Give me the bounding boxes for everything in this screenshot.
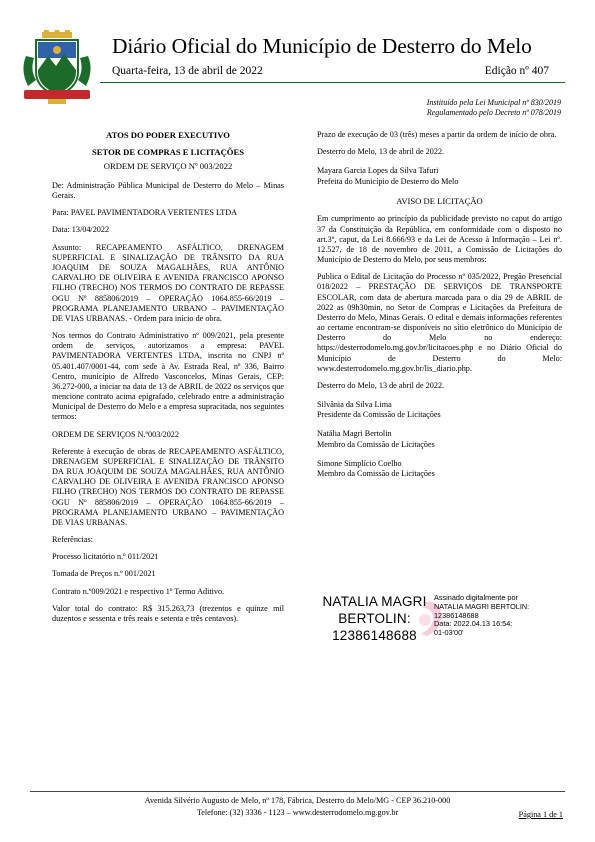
contract-reference: Contrato n.º009/2021 e respectivo 1º Termo Aditivo. bbox=[52, 586, 225, 596]
commission-member-signature bbox=[317, 459, 562, 479]
commission-member-signature bbox=[317, 429, 562, 449]
process-reference: Processo licitatório n.º 011/2021 bbox=[52, 552, 159, 562]
commission-president-signature bbox=[317, 400, 562, 420]
newspaper-title: Diário Oficial do Município de Desterro do Melo bbox=[112, 34, 532, 58]
bid-notice-intro: Em cumprimento ao princípio da publicidade previsto no caput do artigo 37 da Constituição da República, em conformidade com o disposto no art.3º, caput, da Lei 8.666/93 e da Lei de Acesso à Informação – Lei nº. 12.527, de 18 de novembro de 2011, a Comissão de Licitações do Município de Desterro do Melo, por seus membros: bbox=[317, 214, 562, 265]
mayor-name: Mayara Garcia Lopes da Silva Tafuri bbox=[317, 166, 439, 176]
execution-deadline: Prazo de execução de 03 (três) meses a partir da ordem de início de obra. bbox=[317, 130, 557, 139]
place-date-order: Desterro do Melo, 13 de abril de 2022. bbox=[317, 147, 445, 157]
footer-divider bbox=[30, 791, 565, 792]
signatory-role: Membro da Comissão de Licitações bbox=[317, 439, 435, 449]
footer-contact: Telefone: (32) 3336 - 1123 – www.desterrodomelo.mg.gov.br bbox=[196, 808, 399, 817]
reference-paragraph: Referente à execução de obras de RECAPEAMENTO ASFÁLTICO, DRENAGEM SUPERFICIAL E SINALIZAÇÃO DE TRÂNSITO DA RUA JOAQUIM DE SOUZA MAGALHÃES, RUA ANTÔNIO CARVALHO DE OLIVEIRA E AVENIDA FRANCISCO APONSO FILHO (TRECHO) NOS TERMOS DO CONTRATO DE REPASSE OGU Nº 885806/2019 – OPERAÇÃO 1064.855-66/2019 – PROGRAMA PLANEJAMENTO URBANO – PAVIMENTAÇÃO DE VIAS URBANAS. bbox=[52, 446, 284, 527]
bid-notice-body: Publica o Edital de Licitação do Processo nº 035/2022, Pregão Presencial 018/2022 – PRESTAÇÃO DE SERVIÇOS DE TRANSPORTE ESCOLAR, com data de abertura marcada para o dia 29 de ABRIL de 2022 as 09h30min, no Setor de Compras e Licitações da Prefeitura de Desterro do Melo, Minas Gerais. O edital e demais informações referentes ao certame encontram-se disponíveis no sítio eletrônico do Município de Desterro do Melo no endereço: https://desterrodomelo.mg.gov.br/licitacoes.php e no Diário Oficial do Município de Desterro do Melo: www.desterrodomelo.mg.gov.br/lis_diario.php. bbox=[317, 272, 562, 373]
order-date: Data: 13/04/2022 bbox=[52, 225, 110, 235]
signatory-name: Natália Magri Bertolin bbox=[317, 429, 392, 439]
order-subject: Assunto: RECAPEAMENTO ASFÁLTICO, DRENAGEM SUPERFICIAL E SINALIZAÇÃO DE TRÂNSITO DA RUA JOAQUIM DE SOUZA MAGALHÃES, RUA ANTÔNIO CARVALHO DE OLIVEIRA E AVENIDA FRANCISCO APONSO FILHO (TRECHO) NOS TERMOS DO CONTRATO DE REPASSE OGU Nº 885806/2019 – OPERAÇÃO 1064.855-66/2019 – PROGRAMA PLANEJAMENTO URBANO – PAVIMENTAÇÃO DE VIAS URBANAS. - Ordem para início de obra. bbox=[52, 242, 284, 323]
service-order-subtitle: ORDEM DE SERVIÇOS N.º003/2022 bbox=[52, 429, 179, 439]
subsection-title: SETOR DE COMPRAS E LICITAÇÕES bbox=[91, 146, 244, 157]
service-order-title: ORDEM DE SERVIÇO Nº 003/2022 bbox=[103, 161, 233, 172]
contract-paragraph: Nos termos do Contrato Administrativo nº 009/2021, pela presente ordem de serviços, autorizamos a empresa: PAVEL PAVIMENTADORA VERTENTES LTDA, inscrita no CNPJ nº 05.401.407/0001-44, com sede à Av. Estrada Real, nº 336, Bairro Centro, município de Alfredo Vasconcelos, Minas Gerais, CEP: 36.272-000, a iniciar na data de 13 de ABRIL de 2022 os serviços que mencione contrato acima epigrafado, celebrado entre a administração Municipal de Desterro do Melo e a empresa supracitada, nos seguintes termos: bbox=[52, 331, 284, 422]
municipal-coat-of-arms-icon bbox=[18, 30, 96, 106]
signatory-role: Presidente da Comissão de Licitações bbox=[317, 410, 441, 420]
law-line-regulation: Regulamentado pelo Decreto nº 078/2019 bbox=[426, 108, 561, 117]
left-column bbox=[52, 130, 284, 631]
footer-address: Avenida Silvério Augusto de Melo, nº 178, Fábrica, Desterro do Melo/MG - CEP 36.210-000 bbox=[144, 796, 451, 805]
right-column bbox=[317, 130, 562, 488]
signatory-role: Membro da Comissão de Licitações bbox=[317, 468, 435, 478]
header-divider bbox=[100, 82, 565, 83]
references-label: Referências: bbox=[52, 535, 93, 545]
law-line-institution: Instituído pela Lei Municipal nº 830/2019 bbox=[426, 98, 561, 107]
edition-number: Edição nº 407 bbox=[484, 65, 549, 77]
mayor-role: Prefeita do Município de Desterro do Melo bbox=[317, 176, 459, 186]
signer-name-large: NATALIA MAGRI BERTOLIN: 12386148688 bbox=[322, 594, 427, 643]
section-title: ATOS DO PODER EXECUTIVO bbox=[106, 130, 230, 140]
page-number: Página 1 de 1 bbox=[518, 810, 563, 819]
order-to: Para: PAVEL PAVIMENTADORA VERTENTES LTDA bbox=[52, 208, 238, 218]
edition-date: Quarta-feira, 13 de abril de 2022 bbox=[112, 65, 263, 77]
signatory-name: Silvânia da Silva Lima bbox=[317, 400, 392, 410]
digital-signature-stamp bbox=[317, 594, 567, 646]
tomada-reference: Tomada de Preços n.º 001/2021 bbox=[52, 569, 156, 579]
order-from: De: Administração Pública Municipal de Desterro do Melo – Minas Gerais. bbox=[52, 180, 284, 201]
contract-value: Valor total do contrato: R$ 315.263,73 (trezentos e quinze mil duzentos e sessenta e três reais e setenta e três centavos). bbox=[52, 603, 284, 623]
bid-notice-title: AVISO DE LICITAÇÃO bbox=[396, 195, 483, 206]
signatory-name: Simone Simplício Coelho bbox=[317, 458, 402, 468]
signature-details: Assinado digitalmente por NATALIA MAGRI BERTOLIN: 12386148688 Data: 2022.04.13 16:54: 01-03'00' bbox=[434, 593, 530, 637]
mayor-signature bbox=[317, 166, 562, 186]
place-date-notice: Desterro do Melo, 13 de abril de 2022. bbox=[317, 380, 445, 390]
